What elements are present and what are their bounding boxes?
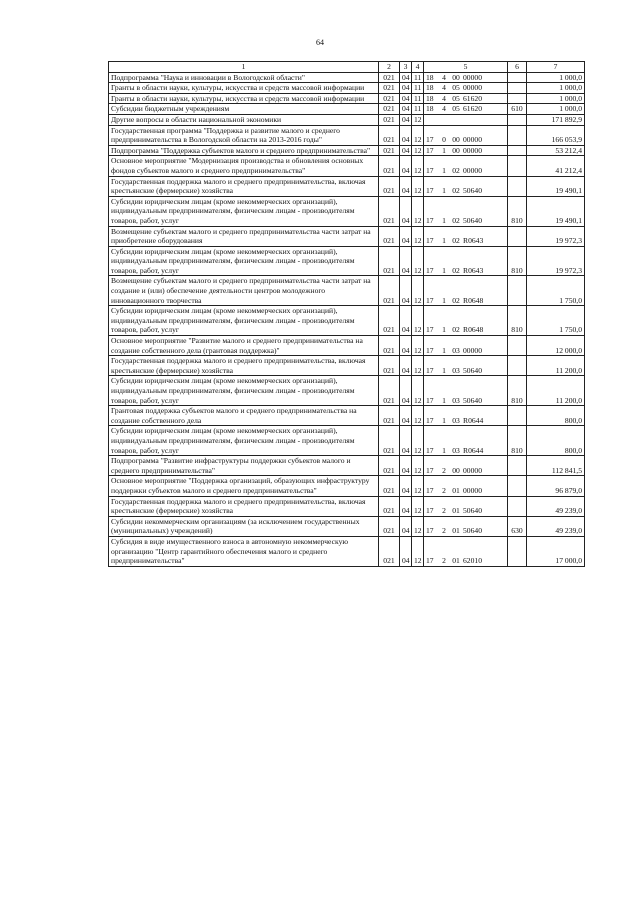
target-article-part: 02 xyxy=(452,265,460,275)
target-article-part: 1 xyxy=(442,295,446,305)
row-amount: 12 000,0 xyxy=(527,336,585,356)
row-ministry-code: 021 xyxy=(379,145,400,156)
row-target-article xyxy=(424,516,508,536)
row-target-article xyxy=(424,306,508,336)
row-section-code: 04 xyxy=(400,125,412,145)
page-number: 64 xyxy=(316,38,324,47)
row-subsection-code: 12 xyxy=(412,496,424,516)
row-target-article xyxy=(424,426,508,456)
row-expense-type: 810 xyxy=(508,376,527,406)
target-article-part: R0643 xyxy=(463,265,484,275)
row-subsection-code: 12 xyxy=(412,276,424,306)
target-article-part: 17 xyxy=(426,135,434,145)
row-section-code: 04 xyxy=(400,516,412,536)
table-row xyxy=(109,93,585,104)
row-amount: 112 841,5 xyxy=(527,456,585,476)
row-section-code: 04 xyxy=(400,72,412,83)
row-name: Субсидии юридическим лицам (кроме некоммерческих организаций), индивидуальным предпринимателям, физическим лицам - производителям товаров, работ, услуг xyxy=(109,376,379,406)
target-article-part: 03 xyxy=(452,365,460,375)
row-target-article xyxy=(424,104,508,115)
row-name: Государственная программа "Поддержка и развитие малого и среднего предпринимательства в Вологодской области на 2013-2016 годы" xyxy=(109,125,379,145)
target-article-part: 05 xyxy=(452,104,460,114)
row-ministry-code: 021 xyxy=(379,156,400,176)
row-amount: 800,0 xyxy=(527,406,585,426)
header-cell: 2 xyxy=(379,62,400,73)
row-target-article xyxy=(424,145,508,156)
row-target-article xyxy=(424,356,508,376)
target-article-part: 00000 xyxy=(463,165,482,175)
target-article-part: 02 xyxy=(452,295,460,305)
target-article-part: 02 xyxy=(452,325,460,335)
target-article-part: 50640 xyxy=(463,395,482,405)
header-cell: 1 xyxy=(109,62,379,73)
row-subsection-code: 12 xyxy=(412,145,424,156)
target-article-part: 00 xyxy=(452,145,460,155)
target-article-part: 50640 xyxy=(463,365,482,375)
row-subsection-code: 12 xyxy=(412,536,424,566)
table-row xyxy=(109,176,585,196)
row-section-code: 04 xyxy=(400,456,412,476)
target-article-part: 17 xyxy=(426,295,434,305)
row-expense-type xyxy=(508,356,527,376)
row-section-code: 04 xyxy=(400,306,412,336)
row-section-code: 04 xyxy=(400,376,412,406)
row-amount: 41 212,4 xyxy=(527,156,585,176)
row-name: Основное мероприятие "Поддержка организаций, образующих инфраструктуру поддержки субъектов малого и среднего предпринимательства" xyxy=(109,476,379,496)
target-article-part: 2 xyxy=(442,485,446,495)
row-ministry-code: 021 xyxy=(379,356,400,376)
row-expense-type: 810 xyxy=(508,196,527,226)
row-name: Основное мероприятие "Модернизация производства и обновления основных фондов субъектов малого и среднего предпринимательства" xyxy=(109,156,379,176)
table-row xyxy=(109,536,585,566)
target-article-part: 00000 xyxy=(463,465,482,475)
row-subsection-code: 11 xyxy=(412,83,424,94)
row-target-article xyxy=(424,93,508,104)
row-section-code: 04 xyxy=(400,426,412,456)
target-article-part: 18 xyxy=(426,93,434,103)
target-article-part: 61620 xyxy=(463,93,482,103)
row-name: Субсидии некоммерческим организациям (за исключением государственных (муниципальных) учреждений) xyxy=(109,516,379,536)
row-amount: 800,0 xyxy=(527,426,585,456)
target-article-part: 2 xyxy=(442,465,446,475)
table-row xyxy=(109,476,585,496)
target-article-part: R0644 xyxy=(463,445,484,455)
row-ministry-code: 021 xyxy=(379,104,400,115)
row-target-article xyxy=(424,276,508,306)
row-amount: 1 000,0 xyxy=(527,83,585,94)
row-amount: 1 750,0 xyxy=(527,276,585,306)
row-name: Субсидии юридическим лицам (кроме некоммерческих организаций), индивидуальным предпринимателям, физическим лицам - производителям товаров, работ, услуг xyxy=(109,246,379,276)
row-target-article xyxy=(424,376,508,406)
row-section-code: 04 xyxy=(400,176,412,196)
target-article-part: 4 xyxy=(442,83,446,93)
row-name: Гранты в области науки, культуры, искусства и средств массовой информации xyxy=(109,93,379,104)
table-row xyxy=(109,125,585,145)
row-section-code: 04 xyxy=(400,196,412,226)
row-target-article xyxy=(424,536,508,566)
table-row xyxy=(109,104,585,115)
target-article-part: 1 xyxy=(442,165,446,175)
table-row xyxy=(109,376,585,406)
target-article-part: 18 xyxy=(426,72,434,82)
row-name: Государственная поддержка малого и среднего предпринимательства, включая крестьянские (фермерские) хозяйства xyxy=(109,176,379,196)
target-article-part: 00000 xyxy=(463,135,482,145)
target-article-part: 1 xyxy=(442,395,446,405)
row-target-article xyxy=(424,336,508,356)
row-section-code: 04 xyxy=(400,226,412,246)
target-article-part: 17 xyxy=(426,556,434,566)
row-target-article xyxy=(424,246,508,276)
row-expense-type xyxy=(508,536,527,566)
table-row xyxy=(109,306,585,336)
row-subsection-code: 12 xyxy=(412,516,424,536)
row-expense-type xyxy=(508,226,527,246)
row-ministry-code: 021 xyxy=(379,114,400,125)
target-article-part: 1 xyxy=(442,445,446,455)
target-article-part: 00000 xyxy=(463,485,482,495)
target-article-part: R0644 xyxy=(463,415,484,425)
table-row xyxy=(109,226,585,246)
row-expense-type xyxy=(508,276,527,306)
row-ministry-code: 021 xyxy=(379,406,400,426)
budget-table xyxy=(108,61,585,567)
target-article-part: 1 xyxy=(442,215,446,225)
row-amount: 11 200,0 xyxy=(527,356,585,376)
target-article-part: 50640 xyxy=(463,215,482,225)
row-amount: 19 490,1 xyxy=(527,176,585,196)
row-target-article xyxy=(424,456,508,476)
target-article-part: 03 xyxy=(452,415,460,425)
row-subsection-code: 12 xyxy=(412,156,424,176)
row-ministry-code: 021 xyxy=(379,246,400,276)
target-article-part: 1 xyxy=(442,145,446,155)
row-expense-type xyxy=(508,156,527,176)
target-article-part: 2 xyxy=(442,526,446,536)
target-article-part: 00 xyxy=(452,72,460,82)
row-target-article xyxy=(424,196,508,226)
row-subsection-code: 12 xyxy=(412,426,424,456)
target-article-part: 18 xyxy=(426,83,434,93)
row-name: Подпрограмма "Наука и инновации в Вологодской области" xyxy=(109,72,379,83)
row-expense-type: 610 xyxy=(508,104,527,115)
row-amount: 1 000,0 xyxy=(527,72,585,83)
target-article-part: 01 xyxy=(452,556,460,566)
row-subsection-code: 11 xyxy=(412,104,424,115)
row-amount: 53 212,4 xyxy=(527,145,585,156)
table-row xyxy=(109,336,585,356)
target-article-part: 17 xyxy=(426,415,434,425)
row-ministry-code: 021 xyxy=(379,496,400,516)
target-article-part: R0643 xyxy=(463,236,484,246)
row-target-article xyxy=(424,156,508,176)
target-article-part: 17 xyxy=(426,485,434,495)
row-amount: 19 490,1 xyxy=(527,196,585,226)
target-article-part: 17 xyxy=(426,445,434,455)
target-article-part: 2 xyxy=(442,506,446,516)
row-name: Основное мероприятие "Развитие малого и среднего предпринимательства на создание собственного дела (грантовая поддержка)" xyxy=(109,336,379,356)
table-row xyxy=(109,156,585,176)
row-amount: 17 000,0 xyxy=(527,536,585,566)
table-header-row xyxy=(109,62,585,73)
row-name: Подпрограмма "Развитие инфраструктуры поддержки субъектов малого и среднего предпринимательства" xyxy=(109,456,379,476)
row-expense-type xyxy=(508,83,527,94)
target-article-part: 17 xyxy=(426,395,434,405)
header-cell: 6 xyxy=(508,62,527,73)
row-expense-type: 810 xyxy=(508,246,527,276)
table-row xyxy=(109,246,585,276)
row-target-article xyxy=(424,496,508,516)
row-expense-type xyxy=(508,114,527,125)
row-ministry-code: 021 xyxy=(379,376,400,406)
target-article-part: 4 xyxy=(442,72,446,82)
row-amount: 1 000,0 xyxy=(527,93,585,104)
table-row xyxy=(109,145,585,156)
row-ministry-code: 021 xyxy=(379,536,400,566)
row-ministry-code: 021 xyxy=(379,93,400,104)
row-target-article xyxy=(424,114,508,125)
row-expense-type xyxy=(508,125,527,145)
target-article-part: 50640 xyxy=(463,186,482,196)
target-article-part: 03 xyxy=(452,445,460,455)
target-article-part: 17 xyxy=(426,145,434,155)
row-section-code: 04 xyxy=(400,476,412,496)
row-name: Грантовая поддержка субъектов малого и среднего предпринимательства на создание собственного дела xyxy=(109,406,379,426)
target-article-part: 62010 xyxy=(463,556,482,566)
row-subsection-code: 12 xyxy=(412,306,424,336)
target-article-part: 17 xyxy=(426,506,434,516)
row-ministry-code: 021 xyxy=(379,336,400,356)
row-ministry-code: 021 xyxy=(379,83,400,94)
row-subsection-code: 12 xyxy=(412,336,424,356)
row-subsection-code: 12 xyxy=(412,406,424,426)
row-subsection-code: 12 xyxy=(412,246,424,276)
target-article-part: 00000 xyxy=(463,345,482,355)
target-article-part: 02 xyxy=(452,186,460,196)
row-section-code: 04 xyxy=(400,114,412,125)
target-article-part: 17 xyxy=(426,526,434,536)
row-ministry-code: 021 xyxy=(379,516,400,536)
row-subsection-code: 11 xyxy=(412,93,424,104)
row-amount: 19 972,3 xyxy=(527,246,585,276)
row-expense-type xyxy=(508,496,527,516)
target-article-part: R0648 xyxy=(463,325,484,335)
target-article-part: 00 xyxy=(452,135,460,145)
row-subsection-code: 12 xyxy=(412,376,424,406)
target-article-part: 01 xyxy=(452,506,460,516)
target-article-part: 05 xyxy=(452,93,460,103)
target-article-part: 00000 xyxy=(463,83,482,93)
row-name: Субсидии бюджетным учреждениям xyxy=(109,104,379,115)
table-row xyxy=(109,114,585,125)
row-ministry-code: 021 xyxy=(379,72,400,83)
row-name: Субсидия в виде имущественного взноса в автономную некоммерческую организацию "Центр гарантийного обеспечения малого и среднего предпринимательства" xyxy=(109,536,379,566)
target-article-part: 1 xyxy=(442,325,446,335)
target-article-part: 61620 xyxy=(463,104,482,114)
header-cell: 4 xyxy=(412,62,424,73)
row-ministry-code: 021 xyxy=(379,176,400,196)
row-subsection-code: 12 xyxy=(412,176,424,196)
table-row xyxy=(109,196,585,226)
row-amount: 19 972,3 xyxy=(527,226,585,246)
target-article-part: 03 xyxy=(452,345,460,355)
row-name: Субсидии юридическим лицам (кроме некоммерческих организаций), индивидуальным предпринимателям, физическим лицам - производителям товаров, работ, услуг xyxy=(109,196,379,226)
row-target-article xyxy=(424,406,508,426)
target-article-part: 17 xyxy=(426,186,434,196)
row-expense-type xyxy=(508,336,527,356)
table-row xyxy=(109,496,585,516)
table-row xyxy=(109,516,585,536)
row-expense-type xyxy=(508,456,527,476)
row-target-article xyxy=(424,83,508,94)
row-name: Возмещение субъектам малого и среднего предпринимательства части затрат на создание и (или) обеспечение деятельности центров молодежного инновационного творчества xyxy=(109,276,379,306)
row-section-code: 04 xyxy=(400,145,412,156)
row-ministry-code: 021 xyxy=(379,125,400,145)
target-article-part: 02 xyxy=(452,215,460,225)
target-article-part: 00000 xyxy=(463,72,482,82)
target-article-part: 1 xyxy=(442,265,446,275)
row-amount: 1 750,0 xyxy=(527,306,585,336)
target-article-part: 1 xyxy=(442,365,446,375)
header-cell: 7 xyxy=(527,62,585,73)
row-name: Субсидии юридическим лицам (кроме некоммерческих организаций), индивидуальным предпринимателям, физическим лицам - производителям товаров, работ, услуг xyxy=(109,426,379,456)
row-ministry-code: 021 xyxy=(379,476,400,496)
target-article-part: 4 xyxy=(442,104,446,114)
table-row xyxy=(109,276,585,306)
target-article-part: 05 xyxy=(452,83,460,93)
row-section-code: 04 xyxy=(400,83,412,94)
row-ministry-code: 021 xyxy=(379,196,400,226)
header-cell: 5 xyxy=(424,62,508,73)
table-row xyxy=(109,426,585,456)
row-subsection-code: 12 xyxy=(412,196,424,226)
row-subsection-code: 12 xyxy=(412,356,424,376)
row-subsection-code: 12 xyxy=(412,125,424,145)
row-expense-type xyxy=(508,72,527,83)
row-name: Другие вопросы в области национальной экономики xyxy=(109,114,379,125)
row-name: Субсидии юридическим лицам (кроме некоммерческих организаций), индивидуальным предпринимателям, физическим лицам - производителям товаров, работ, услуг xyxy=(109,306,379,336)
target-article-part: 50640 xyxy=(463,526,482,536)
target-article-part: 0 xyxy=(442,135,446,145)
row-name: Возмещение субъектам малого и среднего предпринимательства части затрат на приобретение оборудования xyxy=(109,226,379,246)
target-article-part: R0648 xyxy=(463,295,484,305)
row-section-code: 04 xyxy=(400,406,412,426)
row-target-article xyxy=(424,476,508,496)
target-article-part: 50640 xyxy=(463,506,482,516)
row-ministry-code: 021 xyxy=(379,426,400,456)
target-article-part: 17 xyxy=(426,365,434,375)
row-amount: 49 239,0 xyxy=(527,496,585,516)
target-article-part: 00 xyxy=(452,465,460,475)
row-ministry-code: 021 xyxy=(379,306,400,336)
row-name: Государственная поддержка малого и среднего предпринимательства, включая крестьянские (фермерские) хозяйства xyxy=(109,496,379,516)
row-target-article xyxy=(424,176,508,196)
row-expense-type: 810 xyxy=(508,426,527,456)
row-amount: 11 200,0 xyxy=(527,376,585,406)
target-article-part: 01 xyxy=(452,485,460,495)
row-expense-type xyxy=(508,145,527,156)
row-target-article xyxy=(424,226,508,246)
row-expense-type: 810 xyxy=(508,306,527,336)
row-expense-type xyxy=(508,176,527,196)
table-row xyxy=(109,72,585,83)
row-target-article xyxy=(424,72,508,83)
table-row xyxy=(109,406,585,426)
target-article-part: 1 xyxy=(442,345,446,355)
row-expense-type xyxy=(508,93,527,104)
row-ministry-code: 021 xyxy=(379,456,400,476)
row-section-code: 04 xyxy=(400,356,412,376)
row-amount: 96 879,0 xyxy=(527,476,585,496)
table-row xyxy=(109,356,585,376)
table-row xyxy=(109,456,585,476)
row-amount: 1 000,0 xyxy=(527,104,585,115)
target-article-part: 1 xyxy=(442,415,446,425)
row-subsection-code: 12 xyxy=(412,456,424,476)
row-section-code: 04 xyxy=(400,156,412,176)
target-article-part: 17 xyxy=(426,465,434,475)
row-subsection-code: 12 xyxy=(412,114,424,125)
target-article-part: 00000 xyxy=(463,145,482,155)
row-section-code: 04 xyxy=(400,246,412,276)
row-subsection-code: 12 xyxy=(412,226,424,246)
target-article-part: 2 xyxy=(442,556,446,566)
target-article-part: 17 xyxy=(426,345,434,355)
row-subsection-code: 12 xyxy=(412,476,424,496)
target-article-part: 17 xyxy=(426,265,434,275)
row-section-code: 04 xyxy=(400,336,412,356)
target-article-part: 03 xyxy=(452,395,460,405)
target-article-part: 17 xyxy=(426,236,434,246)
table-row xyxy=(109,83,585,94)
target-article-part: 01 xyxy=(452,526,460,536)
row-name: Государственная поддержка малого и среднего предпринимательства, включая крестьянские (фермерские) хозяйства xyxy=(109,356,379,376)
target-article-part: 02 xyxy=(452,236,460,246)
row-amount: 49 239,0 xyxy=(527,516,585,536)
row-amount: 166 053,9 xyxy=(527,125,585,145)
row-section-code: 04 xyxy=(400,496,412,516)
target-article-part: 17 xyxy=(426,215,434,225)
target-article-part: 18 xyxy=(426,104,434,114)
row-expense-type: 630 xyxy=(508,516,527,536)
row-section-code: 04 xyxy=(400,104,412,115)
row-expense-type xyxy=(508,476,527,496)
target-article-part: 1 xyxy=(442,186,446,196)
row-expense-type xyxy=(508,406,527,426)
row-name: Подпрограмма "Поддержка субъектов малого и среднего предпринимательства" xyxy=(109,145,379,156)
row-amount: 171 892,9 xyxy=(527,114,585,125)
row-ministry-code: 021 xyxy=(379,226,400,246)
row-name: Гранты в области науки, культуры, искусства и средств массовой информации xyxy=(109,83,379,94)
row-subsection-code: 11 xyxy=(412,72,424,83)
row-section-code: 04 xyxy=(400,536,412,566)
row-section-code: 04 xyxy=(400,93,412,104)
row-section-code: 04 xyxy=(400,276,412,306)
row-target-article xyxy=(424,125,508,145)
target-article-part: 4 xyxy=(442,93,446,103)
target-article-part: 02 xyxy=(452,165,460,175)
target-article-part: 17 xyxy=(426,165,434,175)
target-article-part: 1 xyxy=(442,236,446,246)
target-article-part: 17 xyxy=(426,325,434,335)
header-cell: 3 xyxy=(400,62,412,73)
row-ministry-code: 021 xyxy=(379,276,400,306)
